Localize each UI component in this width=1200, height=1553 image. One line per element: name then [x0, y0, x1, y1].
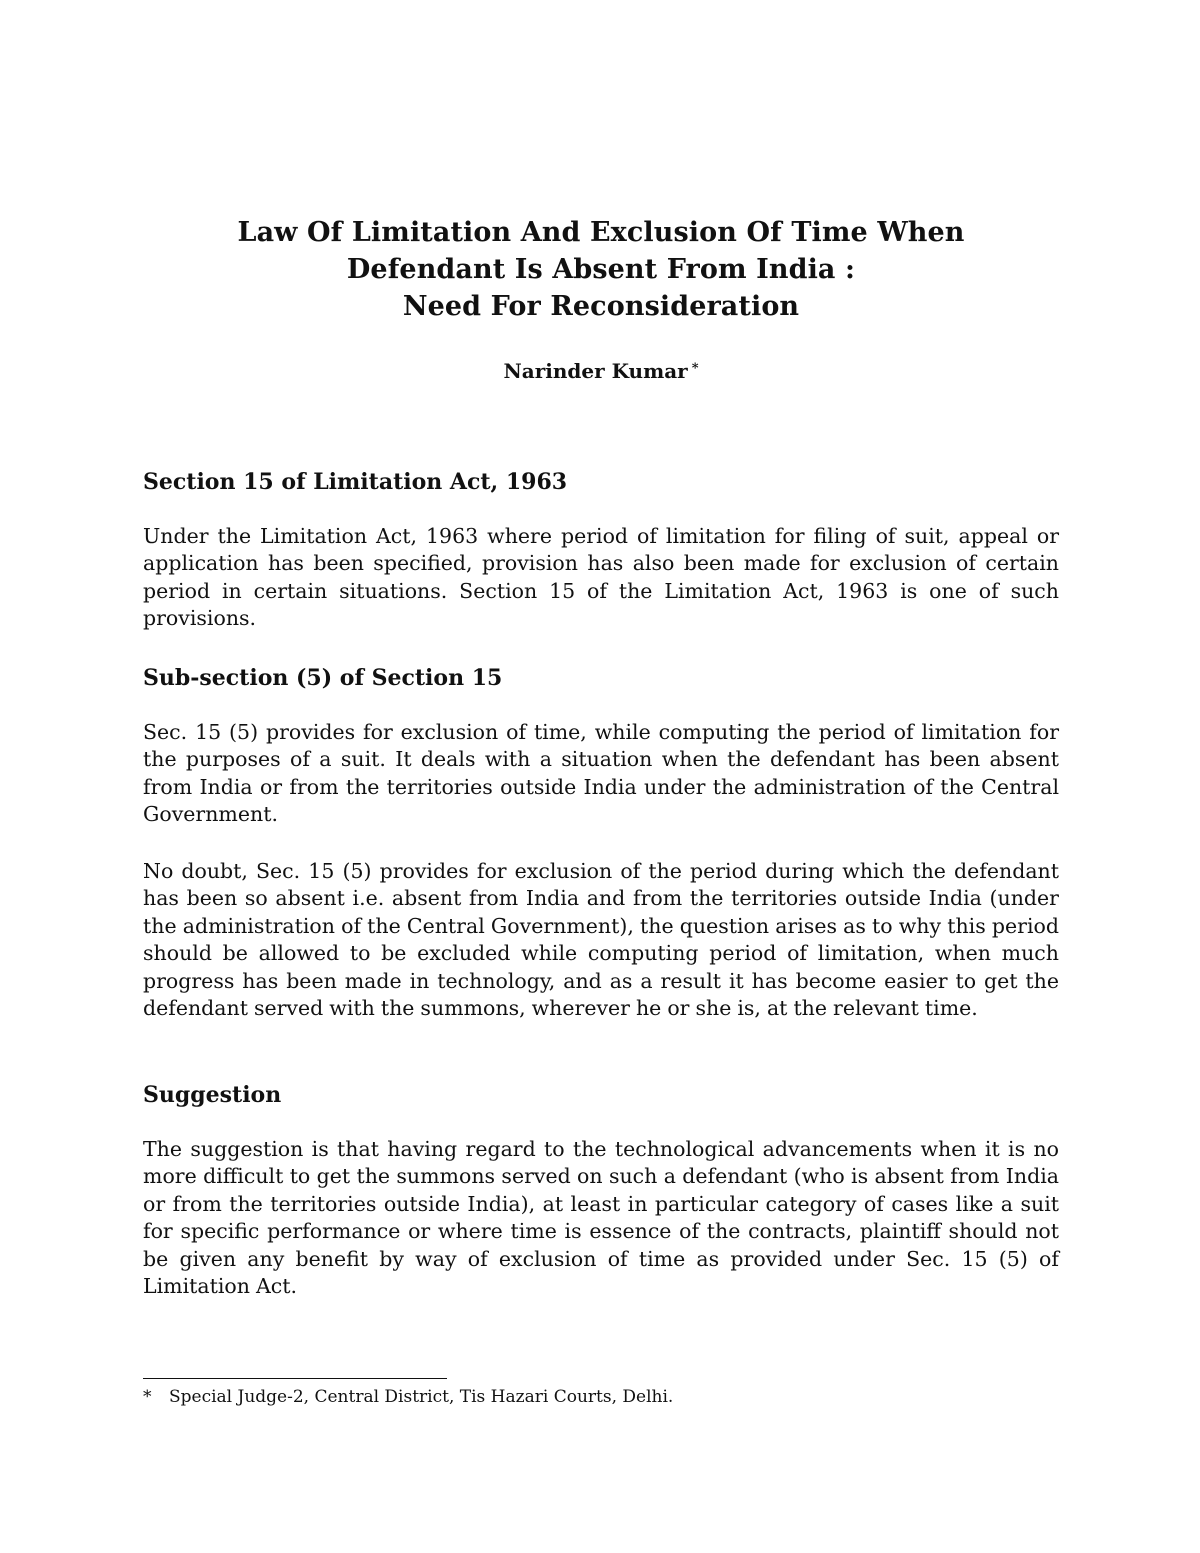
author-footnote-mark: * [691, 361, 699, 376]
title-line-2: Defendant Is Absent From India : [346, 254, 856, 285]
section-paragraph-suggestion: The suggestion is that having regard to the technological advancements when it is no more difficult to get the summons served on such a defendant (who is absent from India or from the territories outside India), at least in particular category of cases like a suit for specific performance or where time is essence of the contracts, plaintiff should not be given any benefit by way of exclusion of time as provided under Sec. 15 (5) of Limitation Act. [143, 1137, 1059, 1299]
section-heading-suggestion: Suggestion [143, 1082, 282, 1108]
author-name: Narinder Kumar [503, 359, 688, 383]
title-line-1: Law Of Limitation And Exclusion Of Time When [237, 217, 965, 248]
section-heading-limitation-act: Section 15 of Limitation Act, 1963 [143, 469, 568, 495]
footnote-text: Special Judge-2, Central District, Tis Hazari Courts, Delhi. [169, 1387, 674, 1407]
section-heading-subsection-5: Sub-section (5) of Section 15 [143, 665, 503, 691]
footnote-mark: * [143, 1387, 152, 1407]
section-paragraph-limitation-act: Under the Limitation Act, 1963 where period of limitation for filing of suit, appeal or application has been specified, provision has also been made for exclusion of certain period in certain situations. Section 15 of the Limitation Act, 1963 is one of such provisions. [143, 524, 1059, 631]
title-line-3: Need For Reconsideration [402, 291, 800, 322]
footnote-divider [143, 1378, 447, 1379]
section-paragraph-subsection-5-b: No doubt, Sec. 15 (5) provides for exclusion of the period during which the defendant has been so absent i.e. absent from India and from the territories outside India (under the administration of the Central Government), the question arises as to why this period should be allowed to be excluded while computing period of limitation, when much progress has been made in technology, and as a result it has become easier to get the defendant served with the summons, wherever he or she is, at the relevant time. [143, 859, 1059, 1021]
section-paragraph-subsection-5-a: Sec. 15 (5) provides for exclusion of time, while computing the period of limitation for the purposes of a suit. It deals with a situation when the defendant has been absent from India or from the territories outside India under the administration of the Central Government. [143, 720, 1059, 827]
document-title [143, 214, 1059, 325]
footnote [143, 1384, 1059, 1410]
author-line [143, 355, 1059, 385]
